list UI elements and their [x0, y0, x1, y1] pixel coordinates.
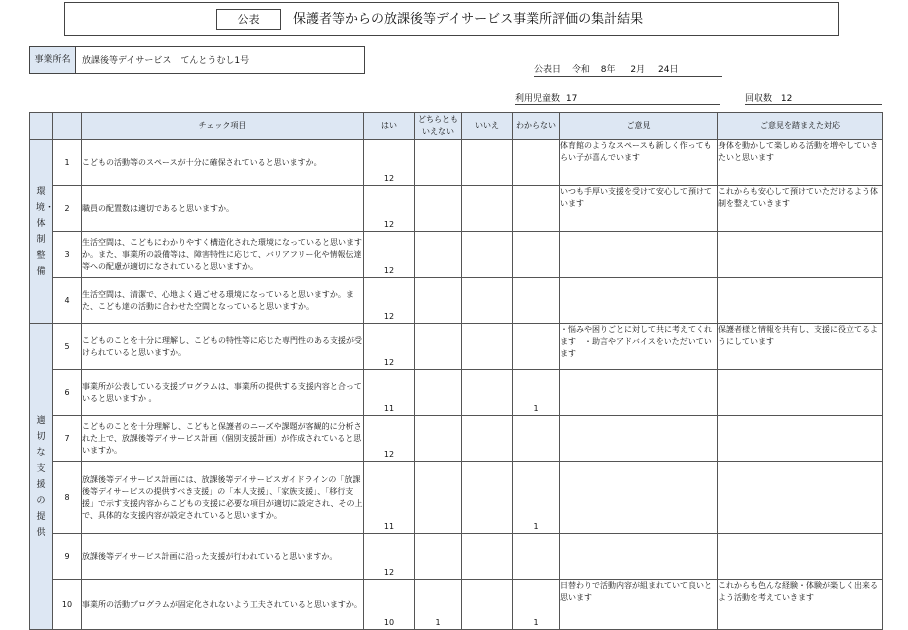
unknown-count: [513, 232, 560, 278]
opinion-text: [560, 278, 718, 324]
neither-count: 1: [415, 580, 462, 630]
check-item-text: 職員の配置数は適切であると思いますか。: [82, 186, 364, 232]
no-count: [462, 140, 513, 186]
opinion-text: 日替わりで活動内容が組まれていて良いと思います: [560, 580, 718, 630]
response-text: 身体を動かして楽しめる活動を増やしていきたいと思います: [718, 140, 883, 186]
opinion-text: [560, 232, 718, 278]
header-category: [30, 113, 53, 140]
unknown-count: [513, 278, 560, 324]
header-response: ご意見を踏まえた対応: [718, 113, 883, 140]
opinion-text: [560, 462, 718, 534]
yes-count: 11: [364, 370, 415, 416]
return-count: [745, 91, 882, 105]
no-count: [462, 278, 513, 324]
response-text: [718, 278, 883, 324]
user-count: [515, 91, 720, 105]
opinion-text: [560, 370, 718, 416]
yes-count: 10: [364, 580, 415, 630]
response-text: これからも色んな経験・体験が楽しく出来るよう活動を考えていきます: [718, 580, 883, 630]
yes-count: 12: [364, 416, 415, 462]
response-text: これからも安心して預けていただけるよう体制を整えていきます: [718, 186, 883, 232]
row-number: 10: [53, 580, 82, 630]
header-unknown: わからない: [513, 113, 560, 140]
row-number: 7: [53, 416, 82, 462]
table-row: [30, 324, 883, 370]
return-count-value: 12: [780, 94, 793, 104]
no-count: [462, 580, 513, 630]
response-text: [718, 370, 883, 416]
category-label: 環境・体制整備: [36, 186, 55, 277]
unknown-count: 1: [513, 370, 560, 416]
check-item-text: 事業所が公表している支援プログラムは、事業所の提供する支援内容と合っていると思いますか 。: [82, 370, 364, 416]
yes-count: 12: [364, 140, 415, 186]
neither-count: [415, 370, 462, 416]
row-number: 8: [53, 462, 82, 534]
unknown-count: [513, 186, 560, 232]
office-name-value: 放課後等デイサービス てんとうむし1号: [76, 46, 365, 74]
header-opinion: ご意見: [560, 113, 718, 140]
no-count: [462, 416, 513, 462]
table-row: [30, 580, 883, 630]
table-row: [30, 232, 883, 278]
evaluation-table: [29, 112, 883, 630]
publication-month: 2月: [630, 65, 646, 75]
opinion-text: 体育館のようなスペースも新しく作ってもらい子が喜んでいます: [560, 140, 718, 186]
table-row: [30, 416, 883, 462]
publication-year: 8年: [600, 65, 616, 75]
yes-count: 12: [364, 534, 415, 580]
table-row: [30, 278, 883, 324]
category-support: [30, 324, 53, 630]
check-item-text: 生活空間は、清潔で、心地よく過ごせる環境になっていると思いますか。また、こども達の活動に合わせた空間となっていると思いますか。: [82, 278, 364, 324]
check-item-text: 放課後等デイサービス計画には、放課後等デイサービスガイドラインの「放課後等デイサービスの提供すべき支援」の「本人支援」、「家族支援」、「移行支援」で示す支援内容からこどもの支援に必要な項目が適切に設定され、その上で、具体的な支援内容が設定されていると思いますか。: [82, 462, 364, 534]
header-yes: はい: [364, 113, 415, 140]
unknown-count: [513, 324, 560, 370]
neither-count: [415, 186, 462, 232]
table-row: [30, 140, 883, 186]
row-number: 9: [53, 534, 82, 580]
header-neither: どちらともいえない: [415, 113, 462, 140]
check-item-text: こどもの活動等のスペースが十分に確保されていると思いますか。: [82, 140, 364, 186]
yes-count: 12: [364, 186, 415, 232]
unknown-count: [513, 140, 560, 186]
publication-date: [534, 62, 722, 77]
unknown-count: 1: [513, 580, 560, 630]
no-count: [462, 462, 513, 534]
table-row: [30, 462, 883, 534]
neither-count: [415, 324, 462, 370]
publication-day: 24日: [658, 65, 679, 75]
neither-count: [415, 232, 462, 278]
office-name-label: 事業所名: [29, 46, 76, 74]
unknown-count: [513, 416, 560, 462]
neither-count: [415, 462, 462, 534]
response-text: [718, 462, 883, 534]
opinion-text: いつも手厚い支援を受けて安心して預けています: [560, 186, 718, 232]
table-header-row: [30, 113, 883, 140]
check-item-text: こどものことを十分に理解し、こどもの特性等に応じた専門性のある支援が受けられていると思いますか。: [82, 324, 364, 370]
yes-count: 12: [364, 278, 415, 324]
yes-count: 12: [364, 232, 415, 278]
unknown-count: 1: [513, 462, 560, 534]
no-count: [462, 370, 513, 416]
row-number: 5: [53, 324, 82, 370]
row-number: 6: [53, 370, 82, 416]
category-label: 適切な支援の提供: [36, 415, 46, 538]
row-number: 4: [53, 278, 82, 324]
row-number: 3: [53, 232, 82, 278]
neither-count: [415, 278, 462, 324]
neither-count: [415, 140, 462, 186]
check-item-text: 放課後等デイサービス計画に沿った支援が行われていると思いますか。: [82, 534, 364, 580]
opinion-text: [560, 534, 718, 580]
no-count: [462, 324, 513, 370]
no-count: [462, 186, 513, 232]
no-count: [462, 232, 513, 278]
response-text: [718, 232, 883, 278]
publication-era: 令和: [571, 65, 590, 75]
header-no: いいえ: [462, 113, 513, 140]
category-environment: [30, 140, 53, 324]
table-row: [30, 370, 883, 416]
opinion-text: ・悩みや困りごとに対して共に考えてくれます ・助言やアドバイスをいただいています: [560, 324, 718, 370]
no-count: [462, 534, 513, 580]
row-number: 1: [53, 140, 82, 186]
user-count-label: 利用児童数: [515, 94, 561, 104]
yes-count: 11: [364, 462, 415, 534]
header-check-item: チェック項目: [82, 113, 364, 140]
check-item-text: こどものことを十分理解し、こどもと保護者のニーズや課題が客観的に分析された上で、放課後等デイサービス計画（個別支援計画）が作成されていると思いますか。: [82, 416, 364, 462]
check-item-text: 事業所の活動プログラムが固定化されないよう工夫されていると思いますか。: [82, 580, 364, 630]
publication-date-label: 公表日: [534, 65, 562, 75]
header-number: [53, 113, 82, 140]
neither-count: [415, 416, 462, 462]
unknown-count: [513, 534, 560, 580]
user-count-value: 17: [565, 94, 578, 104]
response-text: 保護者様と情報を共有し、支援に役立てるようにしています: [718, 324, 883, 370]
page-title: 保護者等からの放課後等デイサービス事業所評価の集計結果: [293, 12, 644, 27]
table-row: [30, 186, 883, 232]
opinion-text: [560, 416, 718, 462]
title-box: [64, 2, 839, 36]
yes-count: 12: [364, 324, 415, 370]
check-item-text: 生活空間は、こどもにわかりやすく構造化された環境になっていると思いますか。また、事業所の設備等は、障害特性に応じて、バリアフリー化や情報伝達等への配慮が適切になされていると思いますか。: [82, 232, 364, 278]
response-text: [718, 534, 883, 580]
neither-count: [415, 534, 462, 580]
return-count-label: 回収数: [745, 94, 773, 104]
table-row: [30, 534, 883, 580]
row-number: 2: [53, 186, 82, 232]
publication-badge: 公表: [216, 9, 281, 30]
response-text: [718, 416, 883, 462]
